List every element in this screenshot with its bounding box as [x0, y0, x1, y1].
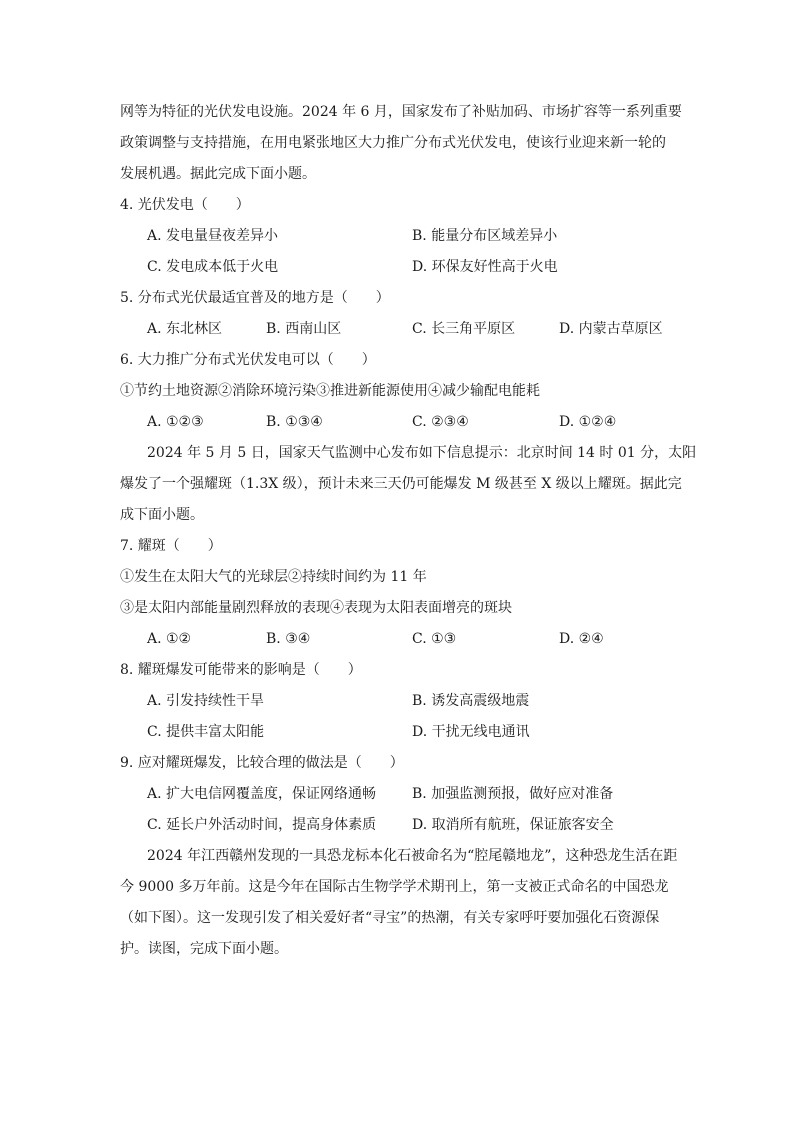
- passage1-line2: 政策调整与支持措施，在用电紧张地区大力推广分布式光伏发电，使该行业迎来新一轮的: [120, 135, 666, 151]
- q4-option-a: A. 发电量昼夜差异小: [147, 228, 279, 244]
- passage2-line1: 2024 年 5 月 5 日，国家天气监测中心发布如下信息提示：北京时间 14 时 01 分，太阳: [147, 445, 697, 461]
- q7-option-d: D. ②④: [559, 631, 604, 647]
- passage2-line3: 成下面小题。: [120, 507, 204, 523]
- q9-stem: 9. 应对耀斑爆发，比较合理的做法是（ ）: [120, 755, 404, 771]
- q9-option-a: A. 扩大电信网覆盖度，保证网络通畅: [147, 786, 377, 802]
- passage3-line3: （如下图）。这一发现引发了相关爱好者“寻宝”的热潮，有关专家呼吁要加强化石资源保: [120, 910, 660, 926]
- passage1-line3: 发展机遇。据此完成下面小题。: [120, 166, 316, 182]
- q7-option-b: B. ③④: [266, 631, 311, 647]
- q5-stem: 5. 分布式光伏最适宜普及的地方是（ ）: [120, 290, 390, 306]
- q5-option-c: C. 长三角平原区: [412, 321, 516, 337]
- q4-option-b: B. 能量分布区域差异小: [412, 228, 558, 244]
- q5-option-d: D. 内蒙古草原区: [559, 321, 663, 337]
- q7-option-c: C. ①③: [412, 631, 457, 647]
- q8-option-c: C. 提供丰富太阳能: [147, 724, 265, 740]
- q8-option-a: A. 引发持续性干旱: [147, 693, 265, 709]
- q5-option-a: A. 东北林区: [147, 321, 223, 337]
- q8-option-b: B. 诱发高震级地震: [412, 693, 530, 709]
- q8-option-d: D. 干扰无线电通讯: [412, 724, 530, 740]
- q7-items-2: ③是太阳内部能量剧烈释放的表现④表现为太阳表面增亮的斑块: [120, 600, 512, 616]
- q7-items-1: ①发生在太阳大气的光球层②持续时间约为 11 年: [120, 569, 427, 585]
- q6-option-d: D. ①②④: [559, 414, 617, 430]
- q4-stem: 4. 光伏发电（ ）: [120, 197, 250, 213]
- q6-option-a: A. ①②③: [147, 414, 204, 430]
- q9-option-b: B. 加强监测预报，做好应对准备: [412, 786, 614, 802]
- passage1-line1: 网等为特征的光伏发电设施。2024 年 6 月，国家发布了补贴加码、市场扩容等一系列重要: [120, 104, 682, 120]
- q5-option-b: B. 西南山区: [266, 321, 342, 337]
- q8-stem: 8. 耀斑爆发可能带来的影响是（ ）: [120, 662, 362, 678]
- q9-option-d: D. 取消所有航班，保证旅客安全: [412, 817, 614, 833]
- q6-option-c: C. ②③④: [412, 414, 469, 430]
- q4-option-d: D. 环保友好性高于火电: [412, 259, 558, 275]
- q6-stem: 6. 大力推广分布式光伏发电可以（ ）: [120, 352, 376, 368]
- passage2-line2: 爆发了一个强耀斑（1.3X 级），预计未来三天仍可能爆发 M 级甚至 X 级以上耀斑。据此完: [120, 476, 682, 492]
- passage3-line2: 今 9000 多万年前。这是今年在国际古生物学学术期刊上，第一支被正式命名的中国恐龙: [120, 879, 669, 895]
- q7-option-a: A. ①②: [147, 631, 192, 647]
- q6-items: ①节约土地资源②消除环境污染③推进新能源使用④减少输配电能耗: [120, 383, 540, 399]
- q9-option-c: C. 延长户外活动时间，提高身体素质: [147, 817, 377, 833]
- passage3-line1: 2024 年江西赣州发现的一具恐龙标本化石被命名为“腔尾赣地龙”，这种恐龙生活在距: [147, 848, 678, 864]
- q6-option-b: B. ①③④: [266, 414, 323, 430]
- q4-option-c: C. 发电成本低于火电: [147, 259, 279, 275]
- passage3-line4: 护。读图，完成下面小题。: [120, 941, 288, 957]
- q7-stem: 7. 耀斑（ ）: [120, 538, 222, 554]
